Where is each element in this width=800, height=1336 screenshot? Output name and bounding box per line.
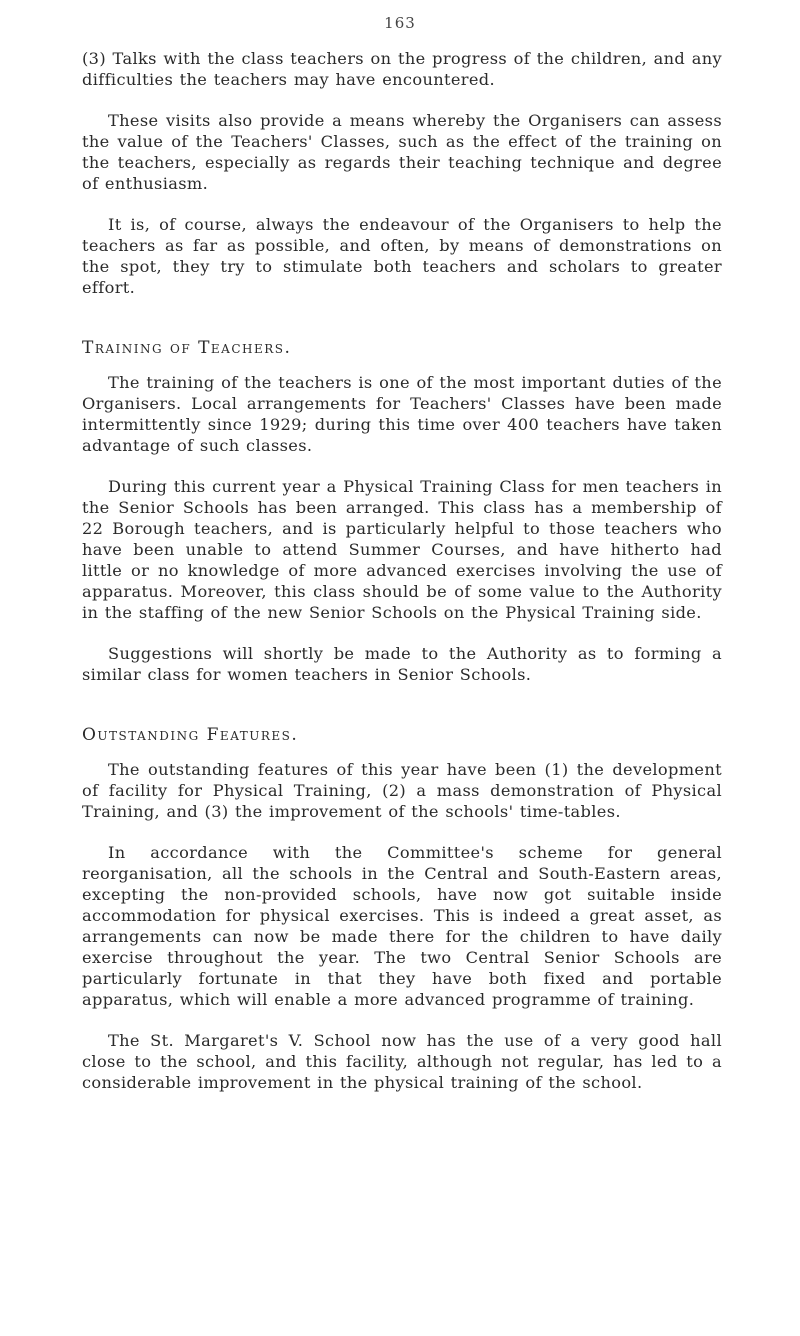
paragraph-outstanding-features: The outstanding features of this year have been (1) the development of facility for Physical Training, (2) a mass demonstration of Physical Training, and (3) the improvement of the schools' time-tables.: [82, 760, 722, 821]
paragraph-st-margarets: The St. Margaret's V. School now has the use of a very good hall close to the school, and this facility, although not regular, has led to a considerable improvement in the physical training of the school.: [82, 1031, 722, 1092]
paragraph-reorganisation: In accordance with the Committee's scheme for general reorganisation, all the schools in the Central and South-Eastern areas, excepting the non-provided schools, have now got suitable inside accommodation for physical exercises. This is indeed a great asset, as arrangements can now be made there for the children to have daily exercise throughout the year. The two Central Senior Schools are particularly fortunate in that they have both fixed and portable apparatus, which will enable a more advanced programme of training.: [82, 843, 722, 1009]
paragraph-training-duties: The training of the teachers is one of the most important duties of the Organisers. Local arrangements for Teachers' Classes have been made intermittently since 1929; during this time over 400 teachers have taken advantage of such classes.: [82, 373, 722, 455]
heading-training-of-teachers: Training of Teachers.: [82, 338, 292, 358]
paragraph-physical-training-class: During this current year a Physical Training Class for men teachers in the Senior Schools has been arranged. This class has a membership of 22 Borough teachers, and is particularly helpful to those teachers who have been unable to attend Summer Courses, and have hitherto had little or no knowledge of more advanced exercises involving the use of apparatus. Moreover, this class should be of some value to the Authority in the staffing of the new Senior Schools on the Physical Training side.: [82, 477, 722, 622]
page-number: 163: [384, 14, 416, 32]
text-column: [82, 48, 722, 1093]
paragraph-visits: These visits also provide a means whereby the Organisers can assess the value of the Teachers' Classes, such as the effect of the training on the teachers, especially as regards their teaching technique and degree of enthusiasm.: [82, 111, 722, 193]
heading-outstanding-features: Outstanding Features.: [82, 725, 299, 745]
paragraph-endeavour: It is, of course, always the endeavour of the Organisers to help the teachers as far as possible, and often, by means of demonstrations on the spot, they try to stimulate both teachers and scholars to greater effort.: [82, 215, 722, 297]
paragraph-talks: (3) Talks with the class teachers on the progress of the children, and any difficulties the teachers may have encountered.: [82, 49, 722, 89]
paragraph-suggestions: Suggestions will shortly be made to the Authority as to forming a similar class for women teachers in Senior Schools.: [82, 644, 722, 684]
